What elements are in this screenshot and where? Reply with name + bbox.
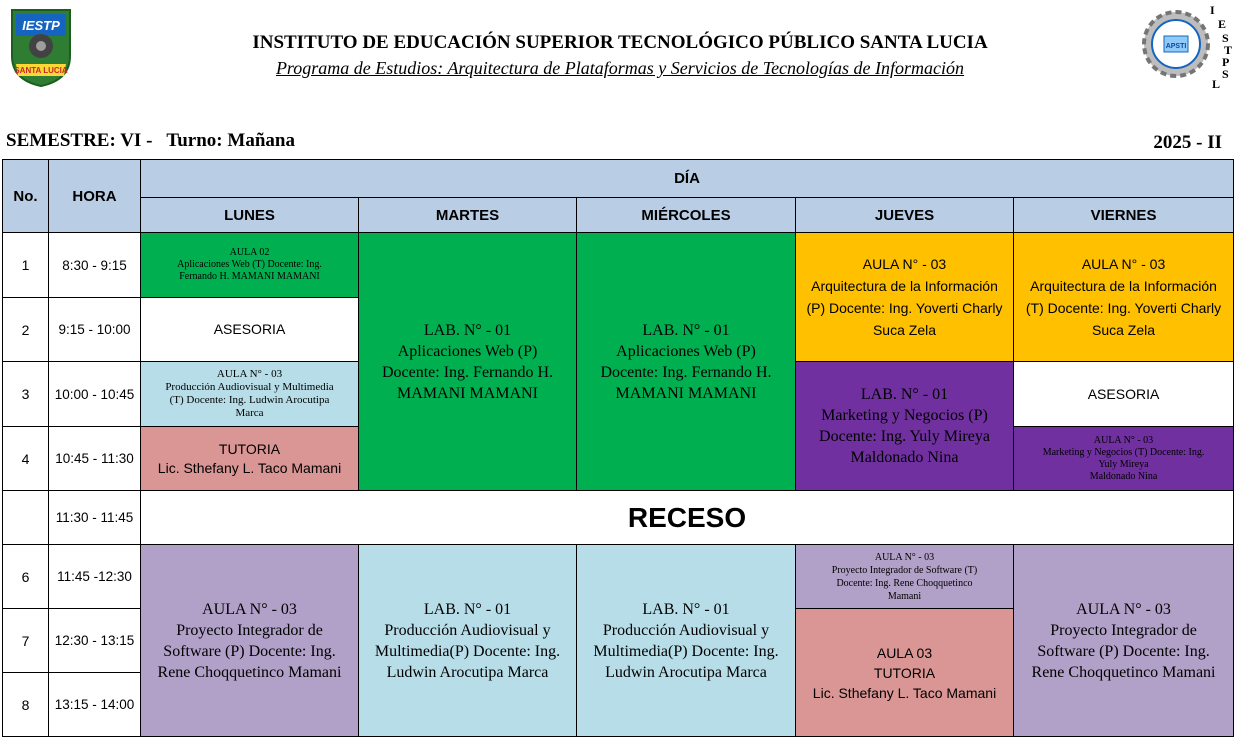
cell-line: Suca Zela [1092,322,1156,338]
cell-line: Marketing y Negocios (T) Docente: Ing. [1042,446,1205,458]
cell-line: Multimedia(P) Docente: Ing. [374,642,561,660]
academic-year: 2025 - II [1153,132,1222,153]
cell-line: Docente: Ing. Rene Choqquetinco [836,577,973,589]
cell-line: Docente: Ing. Fernando H. [381,363,554,381]
cell-line: AULA N° - 03 [1076,600,1171,618]
cell-line: AULA 02 [229,247,270,258]
row-number: 2 [3,298,49,362]
class-cell [1014,427,1234,491]
cell-line: Rene Choqquetinco Mamani [157,663,342,681]
class-cell [577,233,796,491]
cell-line: Ludwin Arocutipa Marca [386,663,549,681]
logo-left-bottom-text: SANTA LUCIA [14,66,68,75]
logo-right-letter: I [1210,3,1215,17]
logo-left-top-text: IESTP [22,18,60,33]
day-header: VIERNES [1014,198,1234,233]
class-cell [577,545,796,737]
row-number: 8 [3,673,49,737]
cell-line: Aplicaciones Web (P) [616,342,756,360]
row-number: 6 [3,545,49,609]
row-hour: 10:00 - 10:45 [49,362,141,427]
cell-line: Arquitectura de la Información [811,278,998,294]
cell-line: Proyecto Integrador de [176,621,323,639]
cell-line: AULA N° - 03 [874,551,935,563]
cell-line: LAB. N° - 01 [423,600,512,618]
cell-line: Marca [235,407,264,419]
row-number [3,491,49,545]
class-cell [1014,545,1234,737]
cell-line: Producción Audiovisual y [384,621,551,639]
cell-line: Lic. Sthefany L. Taco Mamani [157,459,342,476]
row-number: 1 [3,233,49,298]
class-cell [796,362,1014,491]
class-cell [141,233,359,298]
cell-line: TUTORIA [873,664,936,681]
row-number: 4 [3,427,49,491]
row-hour: 9:15 - 10:00 [49,298,141,362]
cell-line: TUTORIA [218,440,281,457]
row-hour: 11:45 -12:30 [49,545,141,609]
header-dia: DÍA [141,160,1234,198]
class-cell [141,427,359,491]
row-hour: 13:15 - 14:00 [49,673,141,737]
logo-right-letter: P [1222,55,1230,69]
class-cell [796,545,1014,609]
class-cell [359,545,577,737]
cell-line: LAB. N° - 01 [642,321,730,339]
row-hour: 12:30 - 13:15 [49,609,141,673]
cell-line: AULA N° - 03 [202,600,297,618]
institute-title: INSTITUTO DE EDUCACIÓN SUPERIOR TECNOLÓGICO PÚBLICO SANTA LUCIA [252,32,988,53]
cell-line: Fernando H. MAMANI MAMANI [179,271,320,282]
cell-line: Docente: Ing. Yuly Mireya [819,428,990,445]
cell-line: Aplicaciones Web (P) [397,342,538,360]
row-hour: 8:30 - 9:15 [49,233,141,298]
program-subtitle: Programa de Estudios: Arquitectura de Plataformas y Servicios de Tecnologías de Información [275,58,965,78]
cell-line: Software (P) Docente: Ing. [163,642,336,660]
cell-line: AULA N° - 03 [1081,256,1166,272]
header-no: No. [3,160,49,233]
class-cell [796,233,1014,362]
cell-line: Proyecto Integrador de [1050,621,1197,639]
class-cell [141,362,359,427]
cell-line: Maldonado Nina [850,449,959,466]
logo-right-letter: T [1224,43,1233,57]
class-cell [359,233,577,491]
cell-line: Arquitectura de la Información [1030,278,1217,294]
cell-line: MAMANI MAMANI [397,384,538,402]
cell-line: Aplicaciones Web (T) Docente: Ing. [177,259,322,270]
program-logo-right [1138,0,1234,94]
row-number: 3 [3,362,49,427]
cell-line: Software (P) Docente: Ing. [1037,642,1210,660]
class-cell [1014,233,1234,362]
class-cell: ASESORIA [1014,362,1234,427]
logo-right-letter: S [1222,31,1229,45]
cell-line: Mamani [887,590,922,602]
institute-logo-left [8,6,74,88]
cell-line: Docente: Ing. Fernando H. [600,363,772,381]
class-cell [796,609,1014,737]
cell-line: MAMANI MAMANI [615,384,757,402]
row-hour: 10:45 - 11:30 [49,427,141,491]
cell-line: AULA N° - 03 [1093,434,1154,446]
cell-line: Producción Audiovisual y Multimedia [165,381,334,393]
logo-right-letter: E [1218,17,1227,31]
cell-line: Proyecto Integrador de Software (T) [831,564,978,576]
logo-right-letter: S [1222,67,1229,81]
header-hora: HORA [49,160,141,233]
cell-line: Lic. Sthefany L. Taco Mamani [812,684,997,701]
semester-shift: SEMESTRE: VI - Turno: Mañana [6,130,295,151]
break-banner: RECESO [141,491,1234,545]
day-header: MARTES [359,198,577,233]
cell-line: LAB. N° - 01 [642,600,730,618]
cell-line: LAB. N° - 01 [860,386,949,403]
logo-right-letter: L [1212,77,1221,91]
row-number: 7 [3,609,49,673]
day-header: LUNES [141,198,359,233]
cell-line: Marketing y Negocios (P) [821,407,988,424]
cell-line: AULA 03 [876,644,933,661]
day-header: MIÉRCOLES [577,198,796,233]
cell-line: (P) Docente: Ing. Yoverti Charly [806,300,1003,316]
class-cell [141,545,359,737]
cell-line: Producción Audiovisual y [602,621,770,639]
cell-line: AULA N° - 03 [862,256,947,272]
cell-line: Yuly Mireya [1098,458,1149,470]
cell-line: Ludwin Arocutipa Marca [605,663,767,681]
cell-line: Multimedia(P) Docente: Ing. [593,642,779,660]
cell-line: (T) Docente: Ing. Yoverti Charly [1025,300,1222,316]
cell-line: Suca Zela [872,322,937,338]
schedule-table [2,159,1234,737]
cell-line: Rene Choqquetinco Mamani [1031,663,1216,681]
cell-line: AULA N° - 03 [216,368,283,380]
class-cell: ASESORIA [141,298,359,362]
row-hour: 11:30 - 11:45 [49,491,141,545]
logo-right-badge: APSTI [1165,43,1187,50]
cell-line: Maldonado Nina [1089,470,1158,482]
cell-line: LAB. N° - 01 [423,321,512,339]
cell-line: (T) Docente: Ing. Ludwin Arocutipa [169,394,330,406]
day-header: JUEVES [796,198,1014,233]
